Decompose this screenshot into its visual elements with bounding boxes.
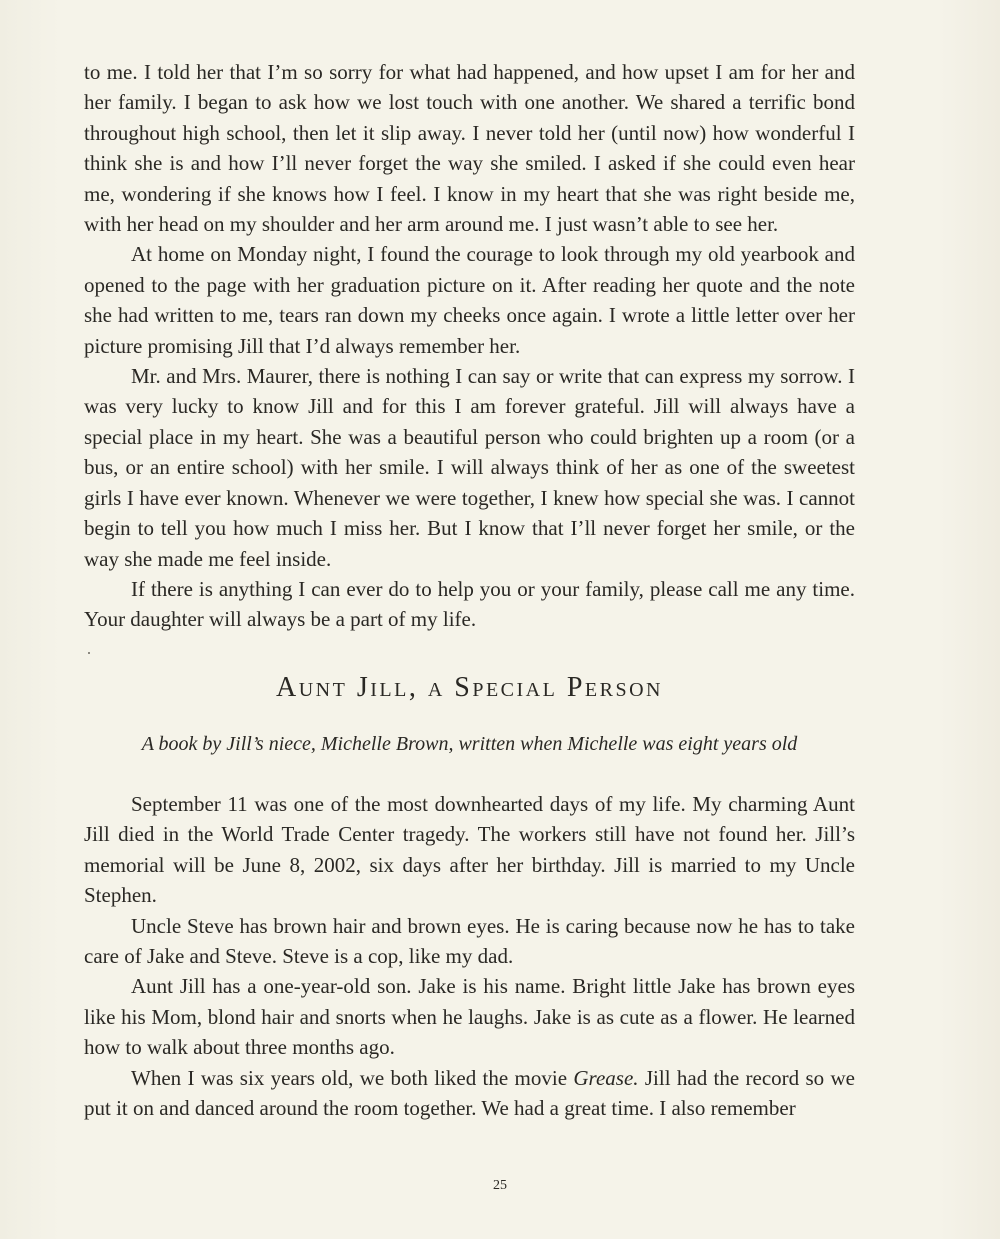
letter-paragraph-1: to me. I told her that I’m so sorry for what had happened, and how upset I am for her and her family. I began to ask how we lost touch with one another. We shared a terrific bond throughout high school, then let it slip away. I never told her (until now) how wonderful I think she is and how I’ll never forget the way she smiled. I asked if she could even hear me, wondering if she knows how I feel. I know in my heart that she was right beside me, with her head on my shoulder and her arm around me. I just wasn’t able to see her. — [84, 60, 855, 237]
essay-text — [84, 789, 855, 1123]
essay-paragraph-2: Uncle Steve has brown hair and brown eyes. He is caring because now he has to take care of Jake and Steve. Steve is a cop, like my dad. — [84, 913, 855, 969]
essay-paragraph-4 — [84, 1063, 855, 1124]
letter-paragraph-4: If there is anything I can ever do to help you or your family, please call me any time. Your daughter will always be a part of my life. — [84, 576, 855, 632]
stray-ink-mark — [88, 652, 90, 654]
movie-title: Grease. — [573, 1065, 639, 1090]
section-subtitle: A book by Jill’s niece, Michelle Brown, written when Michelle was eight years old — [141, 733, 798, 755]
letter-continuation — [84, 57, 855, 635]
essay-paragraph-4-end: Jill had the record so we put it on and danced around the room together. We had a great time. I also remember — [84, 1065, 855, 1121]
letter-paragraph-2: At home on Monday night, I found the courage to look through my old yearbook and opened to the page with her graduation picture on it. After reading her quote and the note she had written to me, tears ran down my cheeks once again. I wrote a little letter over her picture promising Jill that I’d always remember her. — [84, 242, 855, 358]
page-number: 25 — [493, 1178, 507, 1193]
essay-paragraph-1: September 11 was one of the most downhearted days of my life. My charming Aunt Jill died in the World Trade Center tragedy. The workers still have not found her. Jill’s memorial will be June 8, 2002, six days after her birthday. Jill is married to my Uncle Stephen. — [84, 792, 855, 908]
letter-paragraph-3: Mr. and Mrs. Maurer, there is nothing I can say or write that can express my sorrow. I was very lucky to know Jill and for this I am forever grateful. Jill will always have a special place in my heart. She was a beautiful person who could brighten up a room (or a bus, or an entire school) with her smile. I will always think of her as one of the sweetest girls I have ever known. Whenever we were together, I knew how special she was. I cannot begin to tell you how much I miss her. But I know that I’ll never forget her smile, or the way she made me feel inside. — [84, 364, 855, 571]
section-title: Aunt Jill, a Special Person — [276, 672, 663, 703]
essay-paragraph-3: Aunt Jill has a one-year-old son. Jake is his name. Bright little Jake has brown eyes like his Mom, blond hair and snorts when he laughs. Jake is as cute as a flower. He learned how to walk about three months ago. — [84, 974, 855, 1060]
essay-paragraph-4-start: When I was six years old, we both liked the movie — [131, 1065, 574, 1090]
